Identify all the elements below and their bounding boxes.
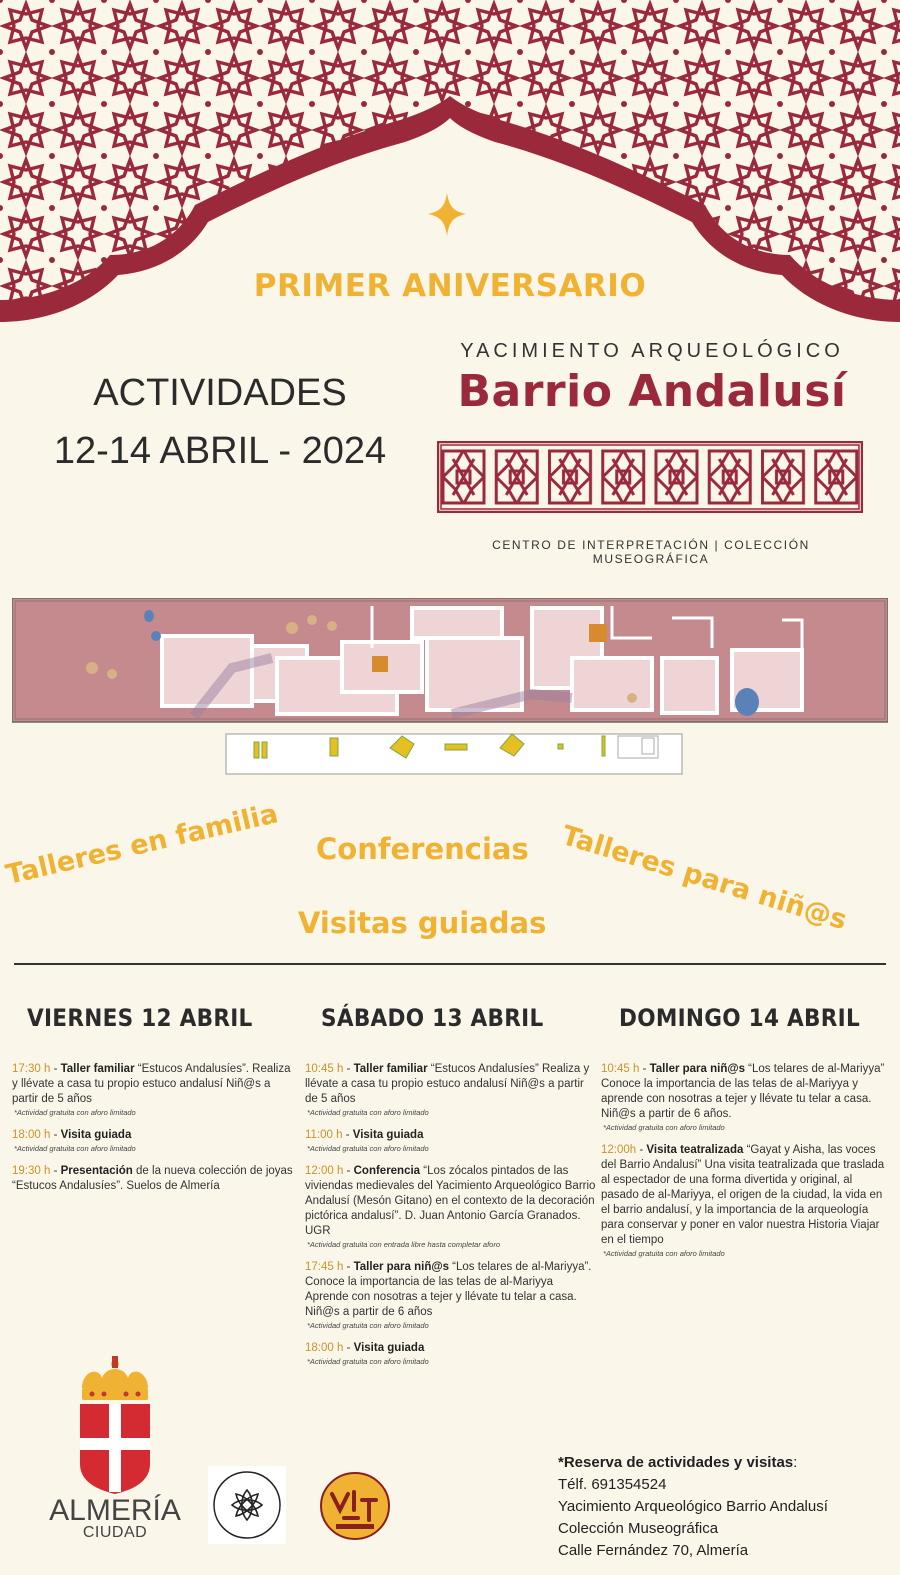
event-title: Taller familiar: [353, 1063, 428, 1075]
booking-line: Yacimiento Arqueológico Barrio Andalusí: [558, 1498, 828, 1515]
event-note: *Actividad gratuita con aforo limitado: [307, 1357, 429, 1366]
event-text: “Estucos Andalusíes” Realiza y llévate a casa tu propio estuco andalusí Niñ@s a partir de 5 años: [305, 1063, 590, 1105]
booking-title: *Reserva de actividades y visitas: [558, 1454, 794, 1471]
activities-label: ACTIVIDADES: [93, 372, 347, 414]
event-time: 18:00 h: [12, 1129, 51, 1141]
event-title: Conferencia: [353, 1165, 421, 1177]
event-text: “Estucos Andalusíes”. Realiza y llévate a casa tu propio estuco andalusí Niñ@s a partir de 5 años: [12, 1063, 291, 1105]
site-label: YACIMIENTO ARQUEOLÓGICO: [460, 340, 844, 362]
schedule-column-sabado: [305, 1062, 597, 1377]
event-note: *Actividad gratuita con aforo limitado: [307, 1144, 429, 1153]
event-title: Visita guiada: [353, 1342, 425, 1354]
day-heading-viernes: VIERNES 12 ABRIL: [27, 1004, 253, 1032]
event-item: 10:45 h - Taller para niñ@s “Los telares de al-Mariyya” Conoce la importancia de las telas de al-Mariyya y aprende con nosotras a tejer y llévate tu telar a casa. Niñ@s a partir de 6 años. *Actividad gratuita con aforo limitado: [601, 1062, 891, 1133]
event-item: 18:00 h - Visita guiada *Actividad gratuita con aforo limitado: [12, 1128, 297, 1154]
event-note: *Actividad gratuita con aforo limitado: [603, 1123, 725, 1132]
event-text: de la nueva colección de joyas “Estucos Andalusíes”. Suelos de Almería: [12, 1165, 293, 1192]
booking-info: *Reserva de actividades y visitas: Télf. 691354524 Yacimiento Arqueológico Barrio Andalusí Colección Museográfica Calle Fernández 70, Almería: [558, 1452, 893, 1562]
event-item: 17:45 h - Taller para niñ@s “Los telares de al-Mariyya”. Conoce la importancia de las telas de al-Mariyya Aprende con nosotras a tejer y llévate tu telar a casa. Niñ@s a partir de 6 años *Actividad gratuita con aforo limitado: [305, 1260, 597, 1331]
event-title: Visita guiada: [60, 1129, 132, 1141]
event-time: 12:00 h: [305, 1165, 344, 1177]
event-title: Visita guiada: [352, 1129, 424, 1141]
event-title: Presentación: [60, 1165, 133, 1177]
suelos-de-almeria-logo-icon: [208, 1466, 286, 1544]
event-note: *Actividad gratuita con entrada libre hasta completar aforo: [307, 1240, 501, 1249]
schedule-column-viernes: [12, 1062, 297, 1204]
event-title: Taller familiar: [60, 1063, 135, 1075]
viajar-en-el-tiempo-logo-icon: [318, 1470, 392, 1542]
section-divider: [14, 963, 886, 965]
category-visitas-guiadas: Visitas guiadas: [298, 906, 547, 940]
day-heading-sabado: SÁBADO 13 ABRIL: [321, 1004, 544, 1032]
event-text: “Los telares de al-Mariyya”. Conoce la importancia de las telas de al-Mariyya Aprende con nosotras a tejer y llévate tu telar a casa. Niñ@s a partir de 6 años: [305, 1261, 592, 1318]
date-range: 12-14 ABRIL - 2024: [53, 430, 387, 472]
booking-phone: Télf. 691354524: [558, 1476, 667, 1493]
event-item: 18:00 h - Visita guiada *Actividad gratuita con aforo limitado: [305, 1341, 597, 1367]
site-subtitle: CENTRO DE INTERPRETACIÓN | COLECCIÓN MUSEOGRÁFICA: [492, 538, 810, 566]
anniversary-heading: PRIMER ANIVERSARIO: [253, 268, 647, 304]
event-item: 10:45 h - Taller familiar “Estucos Andalusíes” Realiza y llévate a casa tu propio estuco andalusí Niñ@s a partir de 5 años *Actividad gratuita con aforo limitado: [305, 1062, 597, 1118]
event-note: *Actividad gratuita con aforo limitado: [14, 1144, 136, 1153]
event-time: 18:00 h: [305, 1342, 344, 1354]
site-name: Barrio Andalusí: [457, 366, 847, 417]
event-time: 17:30 h: [12, 1063, 51, 1075]
event-text: “Gayat y Aisha, las voces del Barrio Andalusí” Una visita teatralizada que traslada al espectador de una forma divertida y original, al pasado de al-Mariyya, el origen de la ciudad, la vida en el barrio andalusí, y la importancia de la arqueología para conservar y poner en valor nuestra Historia Viajar en el tiempo: [601, 1144, 885, 1246]
event-note: *Actividad gratuita con aforo limitado: [603, 1249, 725, 1258]
activities-heading: [30, 364, 410, 480]
event-item: 12:00 h - Conferencia “Los zócalos pintados de las viviendas medievales del Yacimiento Arqueológico Barrio Andalusí (Mesón Gitano) en el contexto de la decoración pictórica andalusí”. D. Juan Antonio García Granados. UGR *Actividad gratuita con entrada libre hasta completar aforo: [305, 1165, 596, 1249]
event-title: Visita teatralizada: [646, 1144, 744, 1156]
event-time: 10:45 h: [305, 1063, 344, 1075]
schedule-column-domingo: [601, 1062, 891, 1269]
event-note: *Actividad gratuita con aforo limitado: [307, 1321, 429, 1330]
event-time: 19:30 h: [12, 1165, 51, 1177]
category-conferencias: Conferencias: [316, 832, 529, 866]
site-plan-map: [12, 598, 888, 780]
event-time: 12:00h: [601, 1144, 637, 1156]
booking-line: Colección Museográfica: [558, 1520, 719, 1537]
category-talleres-familia: Talleres en familia: [3, 798, 281, 891]
category-talleres-ninos: Talleres para niñ@s: [557, 820, 851, 937]
event-time: 11:00 h: [305, 1129, 343, 1141]
event-title: Taller para niñ@s: [353, 1261, 449, 1273]
event-item: 12:00h - Visita teatralizada “Gayat y Aisha, las voces del Barrio Andalusí” Una visita teatralizada que traslada al espectador de una forma divertida y original, al pasado de al-Mariyya, el origen de la ciudad, la vida en el barrio andalusí, y la importancia de la arqueología para conservar y poner en valor nuestra Historia Viajar en el tiempo *Actividad gratuita con aforo limitado: [601, 1143, 891, 1259]
booking-address: Calle Fernández 70, Almería: [558, 1542, 749, 1559]
geometric-band: [437, 441, 863, 513]
day-heading-domingo: DOMINGO 14 ABRIL: [619, 1004, 861, 1032]
event-text: “Los telares de al-Mariyya” Conoce la importancia de las telas de al-Mariyya y aprende con nosotras a tejer y llévate tu telar a casa. Niñ@s a partir de 6 años.: [601, 1063, 885, 1120]
event-title: Taller para niñ@s: [649, 1063, 745, 1075]
event-item: 11:00 h - Visita guiada *Actividad gratuita con aforo limitado: [305, 1128, 597, 1154]
event-time: 10:45 h: [601, 1063, 640, 1075]
event-note: *Actividad gratuita con aforo limitado: [14, 1108, 136, 1117]
event-item: 17:30 h - Taller familiar “Estucos Andalusíes”. Realiza y llévate a casa tu propio estuco andalusí Niñ@s a partir de 5 años *Actividad gratuita con aforo limitado: [12, 1062, 297, 1118]
event-text: “Los zócalos pintados de las viviendas medievales del Yacimiento Arqueológico Barrio Andalusí (Mesón Gitano) en el contexto de la decoración pictórica andalusí”. D. Juan Antonio García Granados. UGR: [305, 1165, 596, 1237]
almeria-logo-text: ALMERÍA: [49, 1494, 181, 1527]
almeria-logo-subtext: CIUDAD: [82, 1524, 148, 1541]
event-item: 19:30 h - Presentación de la nueva colección de joyas “Estucos Andalusíes”. Suelos de Almería: [12, 1165, 293, 1192]
event-note: *Actividad gratuita con aforo limitado: [307, 1108, 429, 1117]
event-time: 17:45 h: [305, 1261, 344, 1273]
